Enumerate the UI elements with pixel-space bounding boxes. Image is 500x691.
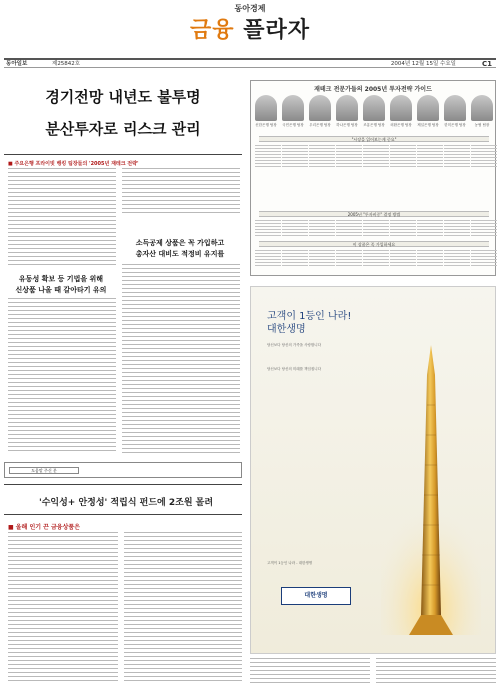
panel-cell — [282, 250, 308, 268]
panel-cell — [471, 145, 497, 167]
expert-name: 조흥은행 팀장 — [363, 123, 385, 127]
expert-portrait — [336, 95, 358, 121]
panel-cell — [471, 250, 497, 268]
ad-body-2: 당신보다 당신의 미래를 책임집니다 — [267, 367, 322, 371]
contact-box — [4, 462, 242, 478]
ad-brand: 대한생명 — [267, 324, 306, 335]
panel-cell — [444, 250, 470, 268]
section-title-part1: 금융 — [190, 18, 235, 43]
paper-name: 동아일보 — [6, 61, 28, 67]
body-column — [8, 168, 116, 268]
ad-logo: 대한생명 — [281, 587, 351, 605]
panel-band: 이 상품은 꼭 가입하세요 — [259, 241, 489, 247]
ad-footer: 고객이 1등인 나라 - 대한생명 — [267, 561, 313, 565]
section-title-part2: 플라자 — [234, 18, 310, 43]
panel-cell — [336, 220, 362, 236]
panel-cell — [255, 220, 281, 236]
expert-portrait — [363, 95, 385, 121]
section-kicker: 동아경제 — [234, 4, 266, 13]
panel-cell — [390, 250, 416, 268]
expert-portrait — [309, 95, 331, 121]
headline-line2: 분산투자로 리스크 관리 — [45, 120, 201, 138]
page-number: C1 — [481, 60, 492, 68]
expert-name: 농협 팀장 — [474, 123, 490, 127]
panel-cell — [363, 220, 389, 236]
body-column — [8, 532, 118, 682]
section-title — [0, 13, 500, 44]
bottom-headline: '수익성+ 안정성' 적립식 펀드에 2조원 몰려 — [38, 498, 214, 508]
body-column — [122, 168, 240, 216]
info-bar — [4, 58, 496, 68]
panel-cell — [363, 250, 389, 268]
panel-cell — [444, 220, 470, 236]
expert-portrait — [417, 95, 439, 121]
panel-cell — [417, 145, 443, 167]
tower-image — [381, 345, 481, 635]
panel-cell — [471, 220, 497, 236]
issue-date: 2004년 12월 15일 수요일 — [390, 61, 456, 67]
panel-cell — [255, 145, 281, 167]
subhead-2: 유동성 확보 등 기법을 위해 신상품 나올 때 갈아타기 유의 — [15, 275, 107, 294]
headline-line1: 경기전망 내년도 불투명 — [45, 88, 201, 106]
expert-panel — [250, 80, 496, 276]
panel-cell — [336, 250, 362, 268]
panel-cell — [309, 220, 335, 236]
panel-cell — [390, 220, 416, 236]
issue-number: 제25842호 — [52, 61, 81, 67]
body-column — [8, 298, 116, 454]
panel-cell — [282, 145, 308, 167]
expert-name: 외환은행 팀장 — [390, 123, 412, 127]
bottom-subhead: ■ 올해 인기 끈 금융상품은 — [8, 524, 80, 531]
expert-name: 국민은행 팀장 — [282, 123, 304, 127]
expert-portrait — [471, 95, 493, 121]
expert-portrait — [390, 95, 412, 121]
expert-portrait — [444, 95, 466, 121]
expert-name: 하나은행 팀장 — [336, 123, 358, 127]
body-column — [122, 264, 240, 454]
body-column — [250, 658, 370, 686]
expert-name: 제일은행 팀장 — [417, 123, 439, 127]
panel-cell — [363, 145, 389, 167]
panel-title: 재테크 전문가들의 2005년 투자전략 가이드 — [314, 86, 432, 93]
subhead-1: 소득공제 상품은 꼭 가입하고 총자산 대비도 적정비 유지를 — [135, 239, 225, 258]
panel-cell — [255, 250, 281, 268]
expert-portrait — [282, 95, 304, 121]
divider — [4, 514, 242, 515]
panel-cell — [282, 220, 308, 236]
contact-label: 도움말 주신 분 — [9, 467, 79, 474]
panel-cell — [390, 145, 416, 167]
panel-cell — [309, 145, 335, 167]
panel-cell — [309, 250, 335, 268]
panel-band: "시장을 읽어보는게 중요" — [259, 136, 489, 142]
panel-cell — [336, 145, 362, 167]
expert-portrait — [255, 95, 277, 121]
panel-cell — [417, 220, 443, 236]
expert-name: 우리은행 팀장 — [309, 123, 331, 127]
panel-cell — [417, 250, 443, 268]
ad-body-1: 당신보다 당신의 가족을 사랑합니다 — [267, 343, 322, 347]
body-column — [124, 532, 242, 682]
expert-name: 신한은행 팀장 — [255, 123, 277, 127]
divider — [4, 154, 242, 155]
advertisement[interactable] — [250, 286, 496, 654]
divider — [4, 484, 242, 485]
ad-slogan: 고객이 1등인 나라! — [267, 311, 352, 322]
lead-label: ■ 주요은행 프라이빗 뱅킹 팀장들의 '2005년 재테크 전략' — [8, 161, 139, 167]
panel-cell — [444, 145, 470, 167]
expert-name: 한미은행 팀장 — [444, 123, 466, 127]
panel-band: 2005년 "투자비중" 결정 방법 — [259, 211, 489, 217]
body-column — [376, 658, 496, 686]
